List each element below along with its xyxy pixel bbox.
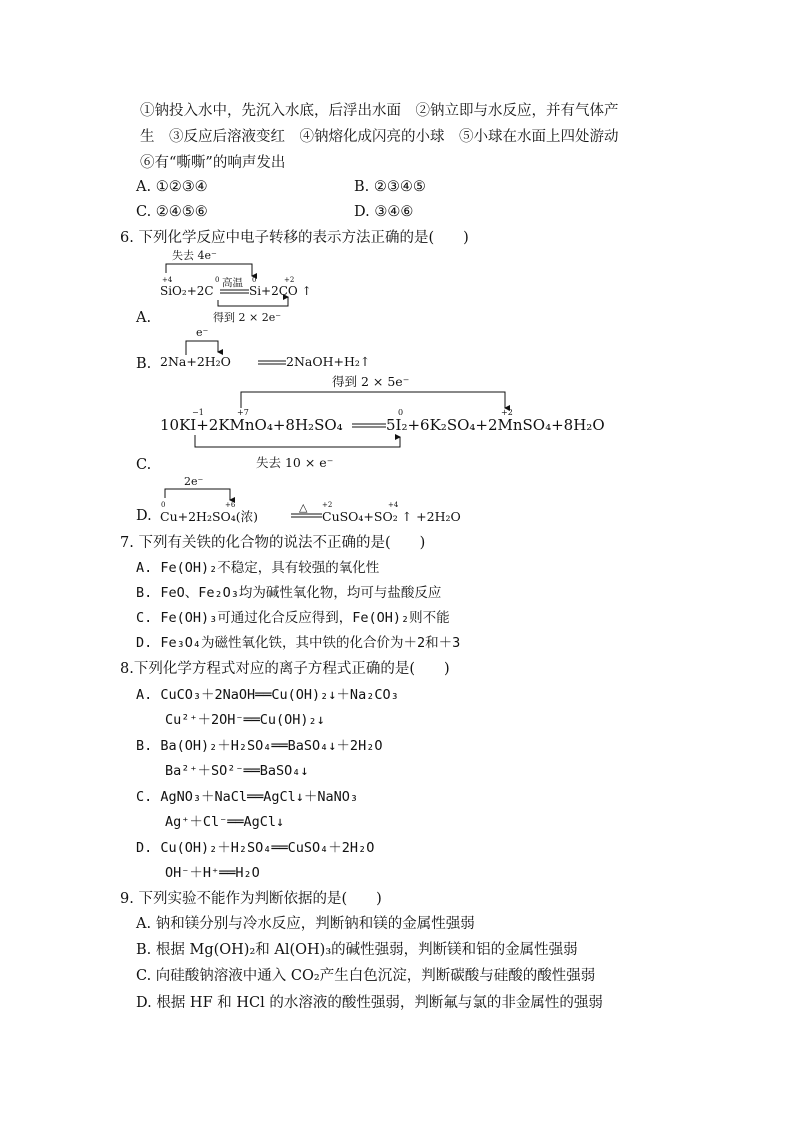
q9-option-d: D. 根据 HF 和 HCl 的水溶液的酸性强弱，判断氟与氯的非金属性的强弱: [136, 995, 603, 1011]
q6-c-top-bracket: [241, 392, 505, 408]
q7-option-a: A. Fe(OH)₂不稳定，具有较强的氧化性: [136, 560, 380, 576]
q6-a-top-label: 失去 4e⁻: [172, 249, 217, 262]
q6-d-reactants: Cu+2H₂SO₄(浓): [160, 509, 259, 524]
q9-option-c: C. 向硅酸钠溶液中通入 CO₂产生白色沉淀，判断碳酸与硅酸的酸性强弱: [136, 968, 596, 984]
q6-c-top-label: 得到 2 × 5e⁻: [332, 374, 410, 389]
q6-d-top-label: 2e⁻: [184, 475, 204, 488]
q5-option-a: A. ①②③④: [136, 179, 208, 195]
q6-a-condition: 高温: [222, 277, 243, 289]
q6-option-d-diagram: [160, 475, 461, 524]
q6-a-reactants: SiO₂+2C: [160, 284, 214, 298]
q8-option-d-equation: D. Cu(OH)₂＋H₂SO₄══CuSO₄＋2H₂O: [136, 840, 375, 856]
q5-option-c: C. ②④⑤⑥: [136, 204, 208, 220]
q8-option-d-ionic: OH⁻＋H⁺══H₂O: [165, 865, 260, 881]
q6-label-d: D.: [136, 508, 152, 524]
q6-a-ox-co: +2: [284, 276, 295, 284]
q6-a-ox-c: 0: [215, 276, 220, 284]
q6-d-products: CuSO₄+SO₂ ↑ +2H₂O: [322, 509, 461, 524]
q6-c-ox-mn-product: +2: [501, 408, 513, 417]
q7-option-d: D. Fe₃O₄为磁性氧化铁，其中铁的化合价为＋2和＋3: [136, 635, 461, 651]
q9-option-a: A. 钠和镁分别与冷水反应，判断钠和镁的金属性强弱: [136, 916, 475, 932]
q6-c-products: 5I₂+6K₂SO₄+2MnSO₄+8H₂O: [386, 416, 605, 434]
q6-b-reactants: 2Na+2H₂O: [160, 354, 231, 369]
q6-c-ox-i: −1: [192, 408, 204, 417]
q7-stem: 7. 下列有关铁的化合物的说法不正确的是( ): [120, 535, 426, 551]
q7-option-c: C. Fe(OH)₃可通过化合反应得到，Fe(OH)₂则不能: [136, 610, 450, 626]
q6-a-products: Si+2CO ↑: [249, 284, 312, 298]
q6-label-a: A.: [136, 310, 152, 326]
q6-c-ox-mn: +7: [237, 408, 249, 417]
q7-option-b: B. FeO、Fe₂O₃均为碱性氧化物，均可与盐酸反应: [136, 585, 442, 601]
q6-option-a-diagram: [160, 248, 312, 324]
q6-d-condition: △: [299, 501, 308, 514]
q6-a-ox-si-product: 0: [252, 276, 257, 284]
q6-c-reactants: 10KI+2KMnO₄+8H₂SO₄: [160, 416, 343, 434]
q6-stem: 6. 下列化学反应中电子转移的表示方法正确的是( ): [120, 230, 469, 246]
q8-option-a-ionic: Cu²⁺＋2OH⁻══Cu(OH)₂↓: [165, 712, 325, 728]
q6-d-ox-s-product: +4: [388, 501, 399, 509]
q6-a-bottom-bracket: [218, 297, 288, 306]
q6-label-c: C.: [136, 457, 152, 473]
q5-stem-line-1: ①钠投入水中，先沉入水底，后浮出水面 ②钠立即与水反应，并有气体产: [140, 103, 619, 119]
q6-a-ox-si: +4: [162, 276, 173, 284]
q6-option-b-diagram: [160, 326, 370, 369]
q8-option-c-ionic: Ag⁺＋Cl⁻══AgCl↓: [165, 814, 285, 830]
q5-option-d: D. ③④⑥: [354, 204, 414, 220]
q8-option-b-ionic: Ba²⁺＋SO²⁻══BaSO₄↓: [165, 763, 309, 779]
q6-a-top-bracket: [166, 264, 252, 276]
q6-b-bracket: [186, 341, 218, 355]
q5-stem-line-2: 生 ③反应后溶液变红 ④钠熔化成闪亮的小球 ⑤小球在水面上四处游动: [140, 129, 619, 145]
q6-d-bracket: [165, 489, 230, 500]
q9-option-b: B. 根据 Mg(OH)₂和 Al(OH)₃的碱性强弱，判断镁和铝的金属性强弱: [136, 942, 578, 958]
q5-stem-line-3: ⑥有“嘶嘶”的响声发出: [140, 155, 286, 171]
q6-c-bottom-bracket: [195, 435, 400, 447]
q6-d-ox-cu: 0: [161, 501, 166, 509]
q9-stem: 9. 下列实验不能作为判断依据的是( ): [120, 891, 382, 907]
q8-stem: 8.下列化学方程式对应的离子方程式正确的是( ): [120, 661, 450, 677]
q5-option-b: B. ②③④⑤: [354, 179, 426, 195]
q6-c-ox-i2: 0: [398, 408, 404, 417]
q8-option-b-equation: B. Ba(OH)₂＋H₂SO₄══BaSO₄↓＋2H₂O: [136, 738, 383, 754]
q8-option-a-equation: A. CuCO₃＋2NaOH══Cu(OH)₂↓＋Na₂CO₃: [136, 687, 399, 703]
q6-c-bottom-label: 失去 10 × e⁻: [256, 455, 334, 470]
q6-label-b: B.: [136, 356, 152, 372]
q6-d-ox-cu-product: +2: [322, 501, 333, 509]
q6-d-ox-s: +6: [225, 501, 236, 509]
q6-b-top-label: e⁻: [196, 326, 209, 339]
q6-option-c-diagram: [160, 374, 605, 470]
q8-option-c-equation: C. AgNO₃＋NaCl══AgCl↓＋NaNO₃: [136, 789, 359, 805]
q6-b-products: 2NaOH+H₂↑: [286, 354, 371, 369]
q6-a-bottom-label: 得到 2 × 2e⁻: [213, 311, 282, 324]
